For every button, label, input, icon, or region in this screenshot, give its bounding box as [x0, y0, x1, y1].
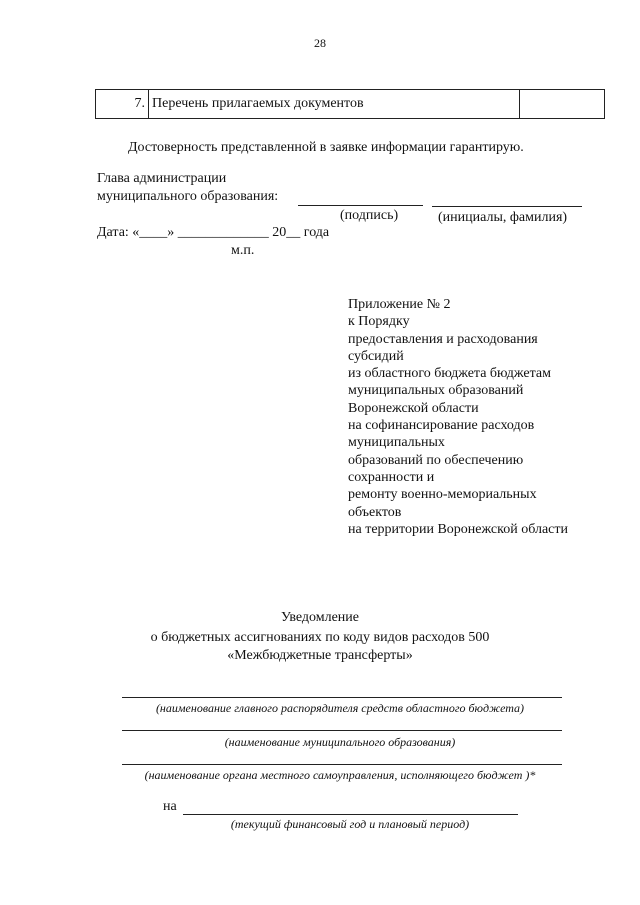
appendix-line: Приложение № 2: [348, 297, 451, 312]
field-line-3: [122, 764, 562, 765]
appendix-line: субсидий: [348, 348, 404, 364]
field-line-4: [183, 814, 518, 815]
initials-line: [432, 206, 582, 207]
notice-subtitle-transfers: «Межбюджетные трансферты»: [227, 648, 413, 663]
appendix-line: образований по обеспечению: [348, 452, 524, 468]
table-row-number: 7.: [96, 90, 149, 118]
date-field: Дата: «____» _____________ 20__ года: [97, 225, 330, 240]
field-caption-1: (наименование главного распорядителя средств областного бюджета): [155, 701, 525, 715]
appendix-line: муниципальных: [348, 435, 445, 451]
page-number: 28: [314, 36, 326, 50]
field-caption-4: (текущий финансовый год и плановый период): [230, 817, 470, 831]
period-prefix: на: [163, 799, 177, 814]
appendix-line: из областного бюджета бюджетам: [348, 366, 551, 382]
field-line-1: [122, 697, 562, 698]
appendix-line: Воронежской области: [348, 400, 479, 416]
documents-table-row: [95, 89, 605, 119]
appendix-line: к Порядку: [348, 314, 410, 330]
appendix-heading: [348, 296, 568, 538]
table-row-label: Перечень прилагаемых документов: [152, 96, 364, 111]
initials-caption: (инициалы, фамилия): [438, 210, 568, 225]
appendix-line: ремонту военно-мемориальных: [348, 487, 537, 503]
guarantee-text: Достоверность представленной в заявке информации гарантирую.: [128, 140, 524, 155]
appendix-line: на территории Воронежской области: [348, 521, 569, 537]
notice-subtitle: о бюджетных ассигнованиях по коду видов расходов 500: [150, 630, 490, 645]
appendix-line: сохранности и: [348, 469, 435, 485]
appendix-line: объектов: [348, 504, 402, 520]
appendix-line: предоставления и расходования: [348, 331, 538, 347]
field-line-2: [122, 730, 562, 731]
head-title-line1: Глава администрации: [97, 171, 227, 186]
signature-line: [298, 205, 423, 206]
appendix-line: на софинансирование расходов: [348, 418, 535, 434]
signature-caption: (подпись): [340, 208, 399, 223]
appendix-line: муниципальных образований: [348, 383, 524, 399]
stamp-label: м.п.: [231, 243, 255, 258]
table-cell-divider: [519, 90, 520, 118]
head-title-line2: муниципального образования:: [97, 189, 279, 204]
field-caption-2: (наименование муниципального образования): [224, 735, 456, 749]
notice-title: Уведомление: [280, 610, 359, 625]
field-caption-3: (наименование органа местного самоуправления, исполняющего бюджет )*: [144, 768, 536, 782]
